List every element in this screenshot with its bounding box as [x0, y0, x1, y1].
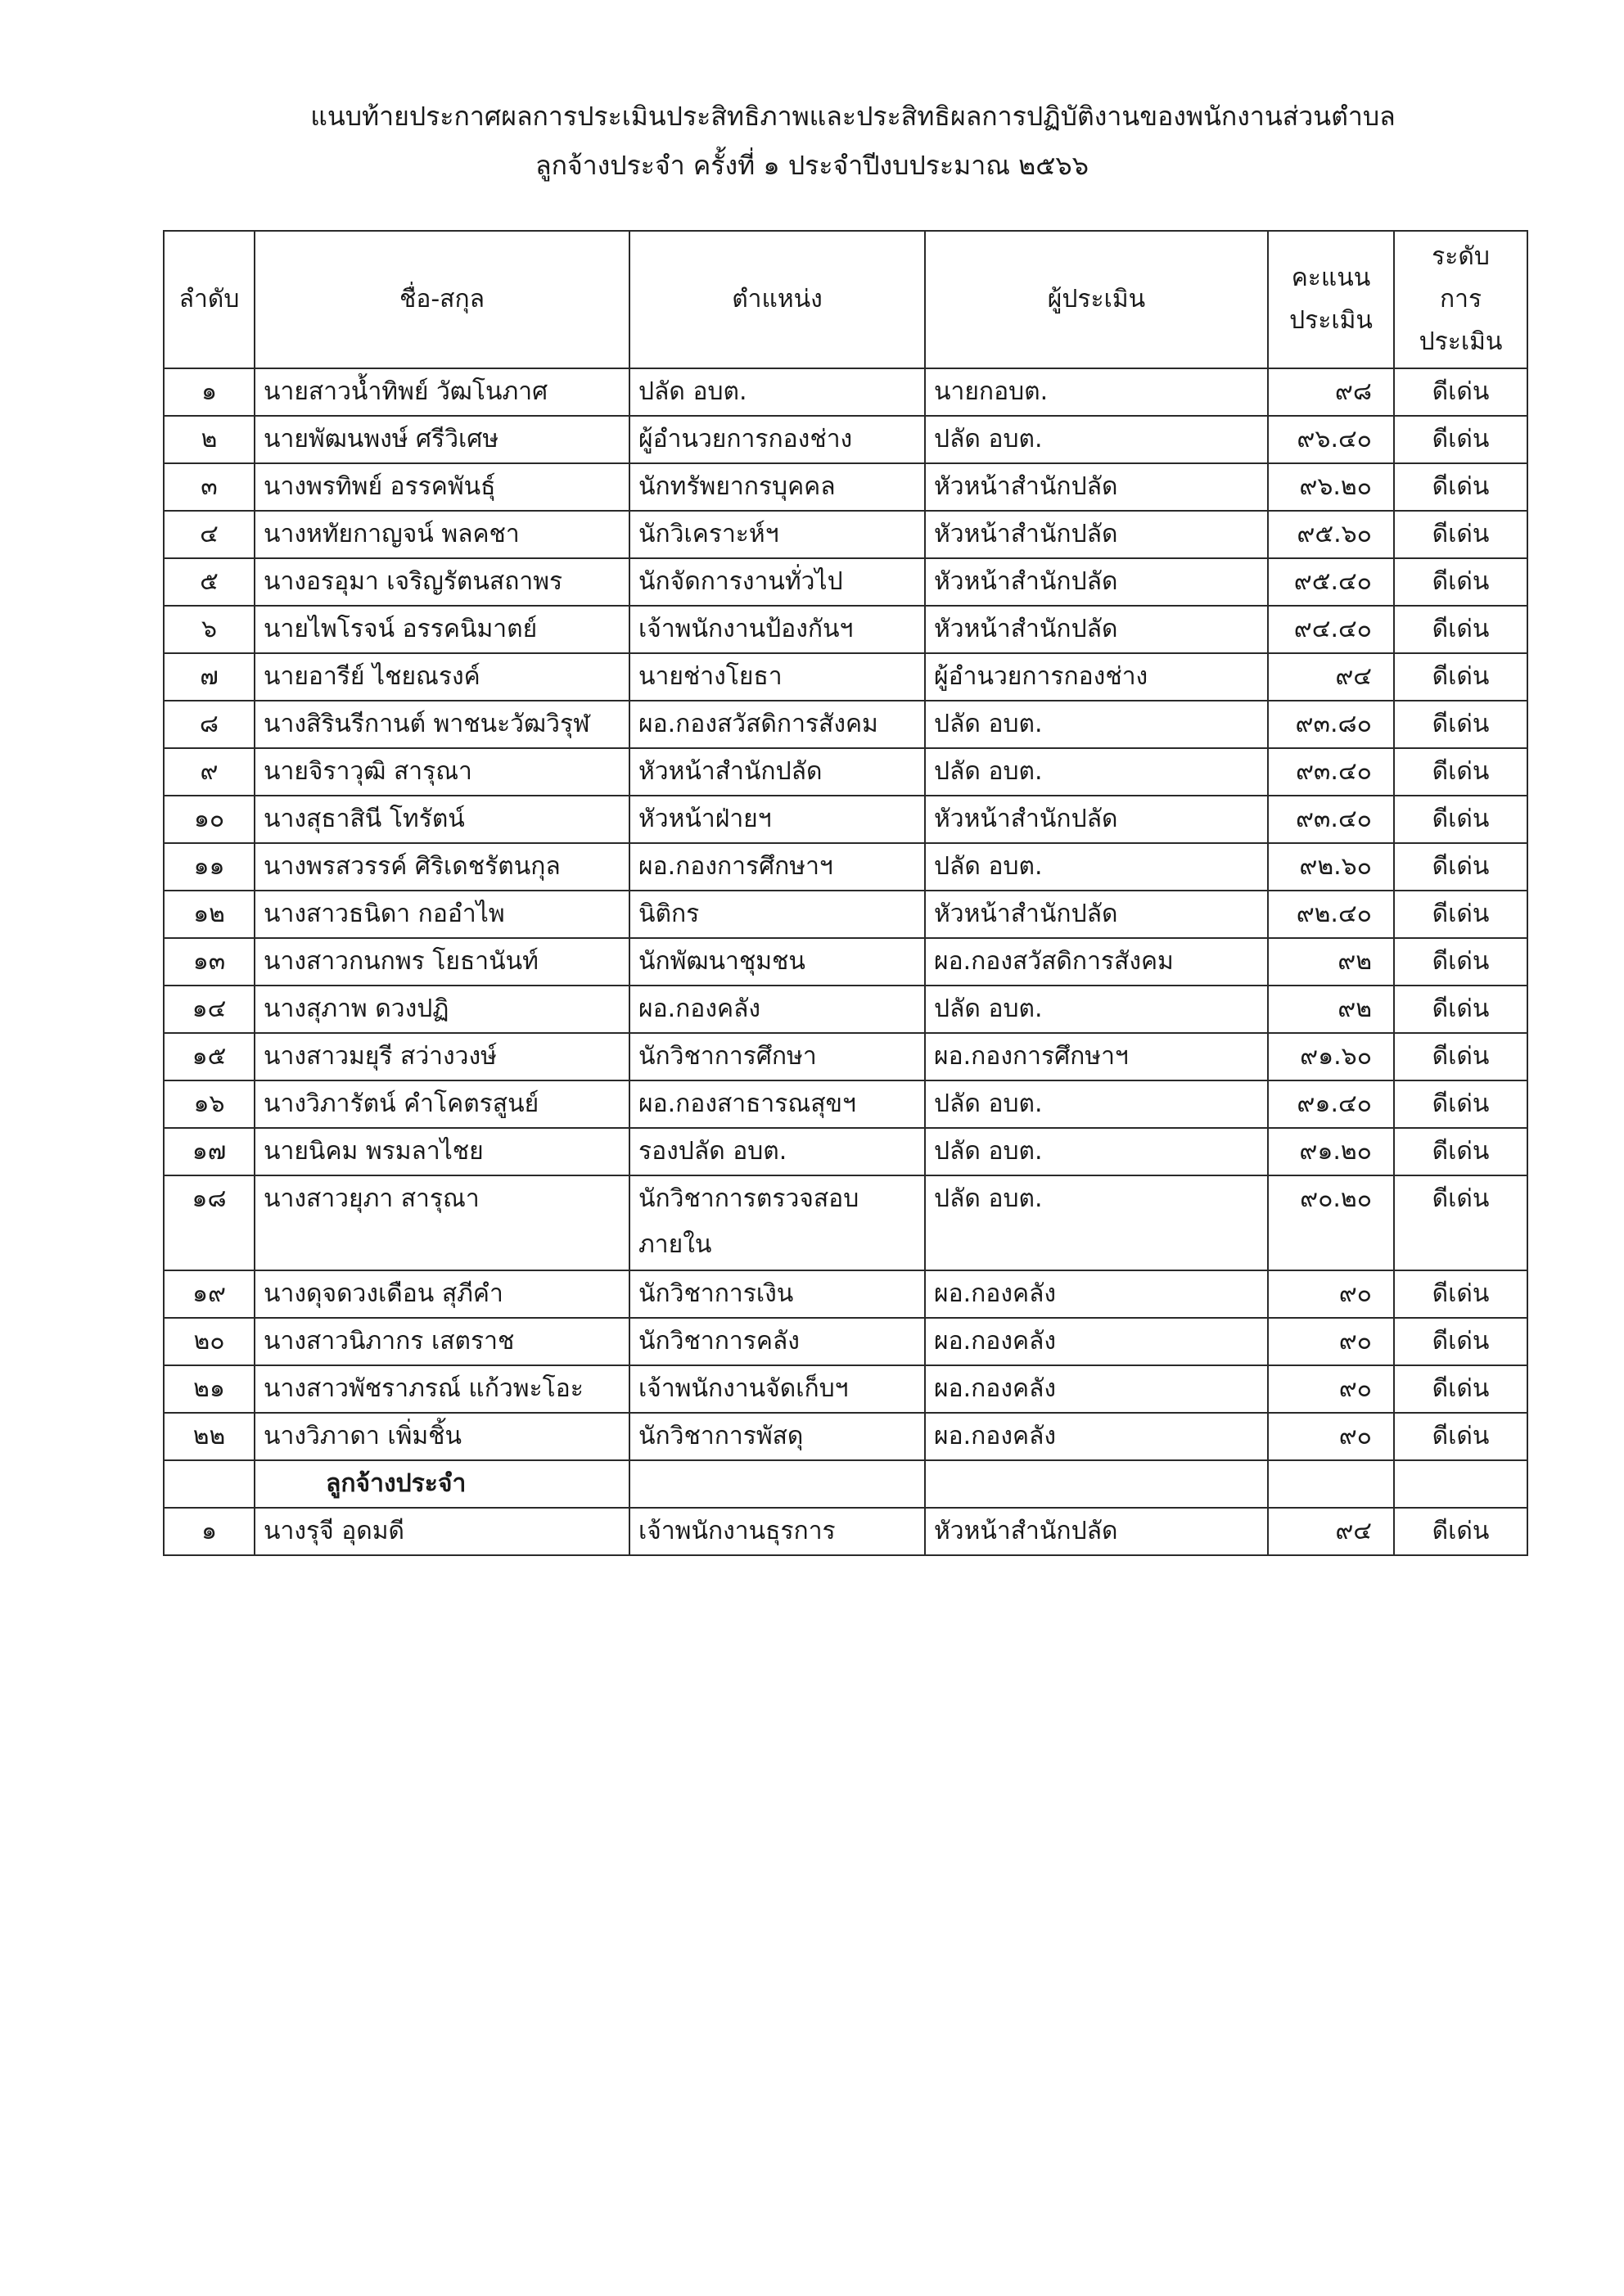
header-score-line2: ประเมิน: [1289, 306, 1373, 335]
cell-position: นักทรัพยากรบุคคล: [629, 463, 925, 511]
table-row: [164, 606, 1527, 653]
cell-position: รองปลัด อบต.: [629, 1128, 925, 1175]
cell-name: นายนิคม พรมลาไชย: [255, 1128, 629, 1175]
empty-cell: [164, 1460, 255, 1508]
cell-order: ๑๓: [164, 938, 255, 986]
header-order: ลำดับ: [164, 231, 255, 368]
cell-evaluator: ปลัด อบต.: [925, 986, 1268, 1033]
cell-name: นางพรสวรรค์ ศิริเดชรัตนกุล: [255, 843, 629, 891]
cell-name: นายสาวน้ำทิพย์ วัฒโนภาศ: [255, 368, 629, 416]
cell-score: ๙๓.๔๐: [1268, 748, 1394, 796]
table-row: [164, 1080, 1527, 1128]
cell-evaluator: ผอ.กองคลัง: [925, 1413, 1268, 1460]
evaluation-results-table: [163, 230, 1528, 1556]
cell-score: ๙๓.๘๐: [1268, 701, 1394, 748]
cell-order: ๓: [164, 463, 255, 511]
cell-position: นักพัฒนาชุมชน: [629, 938, 925, 986]
cell-evaluator: ผอ.กองสวัสดิการสังคม: [925, 938, 1268, 986]
cell-level: ดีเด่น: [1394, 368, 1527, 416]
empty-cell: [1394, 1460, 1527, 1508]
cell-order: ๖: [164, 606, 255, 653]
header-level: [1394, 231, 1527, 368]
cell-score: ๙๒.๖๐: [1268, 843, 1394, 891]
header-evaluator: ผู้ประเมิน: [925, 231, 1268, 368]
cell-evaluator: ปลัด อบต.: [925, 416, 1268, 463]
cell-order: ๗: [164, 653, 255, 701]
cell-level: ดีเด่น: [1394, 416, 1527, 463]
cell-score: ๙๑.๔๐: [1268, 1080, 1394, 1128]
cell-name: นางสิรินรีกานต์ พาชนะวัฒวิรุฬ: [255, 701, 629, 748]
document-title-line1: แนบท้ายประกาศผลการประเมินประสิทธิภาพและประสิทธิผลการปฏิบัติงานของพนักงานส่วนตำบล: [310, 101, 1396, 132]
table-row: [164, 511, 1527, 558]
cell-score: ๙๖.๔๐: [1268, 416, 1394, 463]
cell-order: ๒๐: [164, 1318, 255, 1365]
cell-position: นักวิชาการศึกษา: [629, 1033, 925, 1080]
cell-order: ๑๕: [164, 1033, 255, 1080]
table-row: [164, 891, 1527, 938]
cell-order: ๒๒: [164, 1413, 255, 1460]
cell-level: ดีเด่น: [1394, 748, 1527, 796]
cell-level: ดีเด่น: [1394, 1080, 1527, 1128]
cell-position: นายช่างโยธา: [629, 653, 925, 701]
cell-name: นางสาวธนิดา กออำไพ: [255, 891, 629, 938]
cell-evaluator: ปลัด อบต.: [925, 748, 1268, 796]
table-row: [164, 1508, 1527, 1555]
cell-evaluator: หัวหน้าสำนักปลัด: [925, 463, 1268, 511]
cell-order: ๑: [164, 368, 255, 416]
cell-evaluator: หัวหน้าสำนักปลัด: [925, 796, 1268, 843]
section-label: ลูกจ้างประจำ: [255, 1460, 629, 1508]
cell-level: ดีเด่น: [1394, 938, 1527, 986]
cell-position: นักวิชาการเงิน: [629, 1270, 925, 1318]
cell-score: ๙๔: [1268, 1508, 1394, 1555]
cell-score: ๙๐: [1268, 1318, 1394, 1365]
cell-name: นางสาวพัชราภรณ์ แก้วพะโอะ: [255, 1365, 629, 1413]
cell-position: ผอ.กองคลัง: [629, 986, 925, 1033]
cell-order: ๑๔: [164, 986, 255, 1033]
cell-level: ดีเด่น: [1394, 1318, 1527, 1365]
cell-level: ดีเด่น: [1394, 1508, 1527, 1555]
table-row: [164, 416, 1527, 463]
cell-level: ดีเด่น: [1394, 653, 1527, 701]
cell-position: นักวิชาการตรวจสอบภายใน: [629, 1175, 925, 1270]
cell-name: นางรุจี อุดมดี: [255, 1508, 629, 1555]
cell-name: นางอรอุมา เจริญรัตนสถาพร: [255, 558, 629, 606]
cell-name: นายพัฒนพงษ์ ศรีวิเศษ: [255, 416, 629, 463]
cell-name: นายไพโรจน์ อรรคนิมาตย์: [255, 606, 629, 653]
table-row: [164, 938, 1527, 986]
cell-evaluator: ผอ.กองคลัง: [925, 1270, 1268, 1318]
cell-evaluator: ปลัด อบต.: [925, 1128, 1268, 1175]
cell-order: ๑๘: [164, 1175, 255, 1270]
cell-score: ๙๘: [1268, 368, 1394, 416]
cell-level: ดีเด่น: [1394, 701, 1527, 748]
cell-level: ดีเด่น: [1394, 1175, 1527, 1270]
cell-level: ดีเด่น: [1394, 843, 1527, 891]
cell-evaluator: หัวหน้าสำนักปลัด: [925, 891, 1268, 938]
cell-name: นางพรทิพย์ อรรคพันธุ์: [255, 463, 629, 511]
cell-position: ผอ.กองการศึกษาฯ: [629, 843, 925, 891]
cell-name: นางวิภารัตน์ คำโคตรสูนย์: [255, 1080, 629, 1128]
cell-evaluator: ผอ.กองคลัง: [925, 1365, 1268, 1413]
cell-position: ผอ.กองสวัสดิการสังคม: [629, 701, 925, 748]
cell-evaluator: ผู้อำนวยการกองช่าง: [925, 653, 1268, 701]
cell-score: ๙๒: [1268, 938, 1394, 986]
cell-score: ๙๒: [1268, 986, 1394, 1033]
cell-position: นักจัดการงานทั่วไป: [629, 558, 925, 606]
cell-score: ๙๐.๒๐: [1268, 1175, 1394, 1270]
cell-level: ดีเด่น: [1394, 891, 1527, 938]
cell-position: นักวิชาการพัสดุ: [629, 1413, 925, 1460]
cell-order: ๑๗: [164, 1128, 255, 1175]
cell-order: ๑๖: [164, 1080, 255, 1128]
cell-position: เจ้าพนักงานธุรการ: [629, 1508, 925, 1555]
table-row: [164, 1128, 1527, 1175]
cell-name: นางสาวมยุรี สว่างวงษ์: [255, 1033, 629, 1080]
header-name: ชื่อ-สกุล: [255, 231, 629, 368]
table-row: [164, 1413, 1527, 1460]
cell-order: ๑๐: [164, 796, 255, 843]
cell-score: ๙๓.๔๐: [1268, 796, 1394, 843]
cell-name: นางสุธาสินี โทรัตน์: [255, 796, 629, 843]
cell-score: ๙๐: [1268, 1270, 1394, 1318]
table-row: [164, 653, 1527, 701]
empty-cell: [925, 1460, 1268, 1508]
cell-position: นักวิเคราะห์ฯ: [629, 511, 925, 558]
cell-order: ๒๑: [164, 1365, 255, 1413]
cell-level: ดีเด่น: [1394, 1365, 1527, 1413]
table-row: [164, 1365, 1527, 1413]
cell-score: ๙๔.๔๐: [1268, 606, 1394, 653]
table-row: [164, 701, 1527, 748]
header-level-line2: การ: [1439, 285, 1482, 314]
table-row: [164, 558, 1527, 606]
cell-score: ๙๔: [1268, 653, 1394, 701]
cell-order: ๘: [164, 701, 255, 748]
cell-name: นายจิราวุฒิ สารุณา: [255, 748, 629, 796]
cell-name: นางวิภาดา เพิ่มชิ้น: [255, 1413, 629, 1460]
cell-score: ๙๑.๖๐: [1268, 1033, 1394, 1080]
cell-level: ดีเด่น: [1394, 986, 1527, 1033]
table-row: [164, 1033, 1527, 1080]
cell-score: ๙๕.๔๐: [1268, 558, 1394, 606]
cell-position: ปลัด อบต.: [629, 368, 925, 416]
section-row-permanent-employees: [164, 1460, 1527, 1508]
cell-score: ๙๖.๒๐: [1268, 463, 1394, 511]
header-score-line1: คะแนน: [1291, 264, 1371, 292]
cell-name: นางดุจดวงเดือน สุภีคำ: [255, 1270, 629, 1318]
cell-level: ดีเด่น: [1394, 1128, 1527, 1175]
cell-position: หัวหน้าสำนักปลัด: [629, 748, 925, 796]
cell-name: นายอารีย์ ไชยณรงค์: [255, 653, 629, 701]
cell-evaluator: ผอ.กองการศึกษาฯ: [925, 1033, 1268, 1080]
cell-evaluator: หัวหน้าสำนักปลัด: [925, 606, 1268, 653]
cell-name: นางสาวกนกพร โยธานันท์: [255, 938, 629, 986]
cell-position: นิติกร: [629, 891, 925, 938]
table-row: [164, 748, 1527, 796]
cell-score: ๙๒.๔๐: [1268, 891, 1394, 938]
cell-score: ๙๕.๖๐: [1268, 511, 1394, 558]
cell-evaluator: ปลัด อบต.: [925, 1175, 1268, 1270]
header-position: ตำแหน่ง: [629, 231, 925, 368]
cell-evaluator: ปลัด อบต.: [925, 1080, 1268, 1128]
cell-score: ๙๐: [1268, 1365, 1394, 1413]
cell-order: ๔: [164, 511, 255, 558]
header-level-line3: ประเมิน: [1419, 327, 1503, 356]
table-row: [164, 463, 1527, 511]
cell-name: นางสาวนิภากร เสตราช: [255, 1318, 629, 1365]
cell-evaluator: หัวหน้าสำนักปลัด: [925, 558, 1268, 606]
table-row: [164, 1175, 1527, 1270]
table-row: [164, 796, 1527, 843]
document-title-line2: ลูกจ้างประจำ ครั้งที่ ๑ ประจำปีงบประมาณ ๒๕๖๖: [535, 150, 1089, 181]
cell-evaluator: นายกอบต.: [925, 368, 1268, 416]
cell-name: นางสาวยุภา สารุณา: [255, 1175, 629, 1270]
cell-name: นางสุภาพ ดวงปฏิ: [255, 986, 629, 1033]
cell-level: ดีเด่น: [1394, 463, 1527, 511]
table-row: [164, 843, 1527, 891]
table-header-row: [164, 231, 1527, 368]
table-row: [164, 1270, 1527, 1318]
cell-score: ๙๑.๒๐: [1268, 1128, 1394, 1175]
table-row: [164, 368, 1527, 416]
header-level-line1: ระดับ: [1432, 242, 1490, 271]
cell-evaluator: หัวหน้าสำนักปลัด: [925, 511, 1268, 558]
cell-evaluator: ผอ.กองคลัง: [925, 1318, 1268, 1365]
cell-position: ผอ.กองสาธารณสุขฯ: [629, 1080, 925, 1128]
cell-level: ดีเด่น: [1394, 511, 1527, 558]
header-score: [1268, 231, 1394, 368]
cell-level: ดีเด่น: [1394, 1033, 1527, 1080]
cell-level: ดีเด่น: [1394, 558, 1527, 606]
cell-evaluator: หัวหน้าสำนักปลัด: [925, 1508, 1268, 1555]
table-row: [164, 1318, 1527, 1365]
empty-cell: [1268, 1460, 1394, 1508]
cell-score: ๙๐: [1268, 1413, 1394, 1460]
cell-order: ๕: [164, 558, 255, 606]
cell-position: นักวิชาการคลัง: [629, 1318, 925, 1365]
cell-level: ดีเด่น: [1394, 796, 1527, 843]
cell-position: หัวหน้าฝ่ายฯ: [629, 796, 925, 843]
cell-order: ๑๑: [164, 843, 255, 891]
cell-position: เจ้าพนักงานจัดเก็บฯ: [629, 1365, 925, 1413]
table-row: [164, 986, 1527, 1033]
cell-order: ๑: [164, 1508, 255, 1555]
cell-position: ผู้อำนวยการกองช่าง: [629, 416, 925, 463]
cell-name: นางหทัยกาญจน์ พลคชา: [255, 511, 629, 558]
cell-order: ๙: [164, 748, 255, 796]
cell-level: ดีเด่น: [1394, 1270, 1527, 1318]
cell-order: ๒: [164, 416, 255, 463]
cell-evaluator: ปลัด อบต.: [925, 843, 1268, 891]
cell-position: เจ้าพนักงานป้องกันฯ: [629, 606, 925, 653]
cell-evaluator: ปลัด อบต.: [925, 701, 1268, 748]
cell-level: ดีเด่น: [1394, 1413, 1527, 1460]
cell-level: ดีเด่น: [1394, 606, 1527, 653]
cell-order: ๑๒: [164, 891, 255, 938]
empty-cell: [629, 1460, 925, 1508]
cell-order: ๑๙: [164, 1270, 255, 1318]
